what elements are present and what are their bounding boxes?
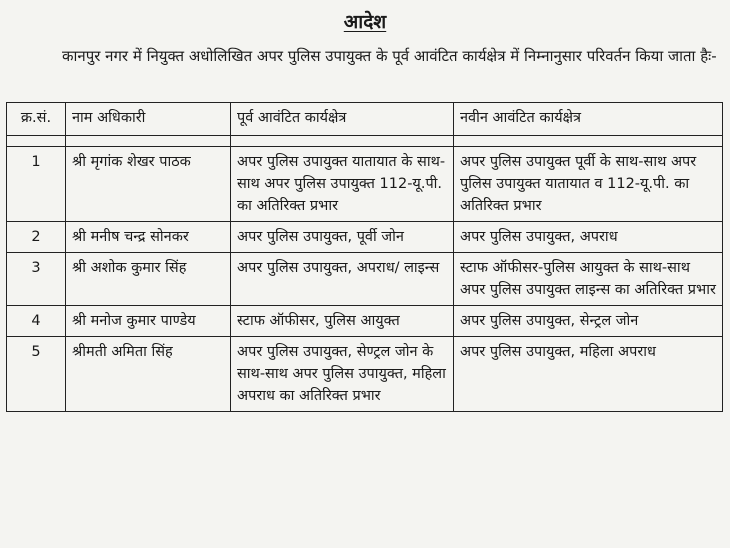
- header-serial: क्र.सं.: [7, 103, 66, 136]
- cell-serial: 2: [7, 222, 66, 253]
- cell-new-area: अपर पुलिस उपायुक्त, अपराध: [454, 222, 723, 253]
- gap-cell: [454, 136, 723, 147]
- cell-serial: 5: [7, 337, 66, 412]
- cell-serial: 1: [7, 147, 66, 222]
- header-previous-area: पूर्व आवंटित कार्यक्षेत्र: [231, 103, 454, 136]
- cell-officer-name: श्रीमती अमिता सिंह: [66, 337, 231, 412]
- gap-cell: [66, 136, 231, 147]
- title-text: आदेश: [343, 11, 387, 33]
- cell-officer-name: श्री अशोक कुमार सिंह: [66, 253, 231, 306]
- document-title: [0, 8, 730, 34]
- cell-officer-name: श्री मनोज कुमार पाण्डेय: [66, 306, 231, 337]
- cell-new-area: अपर पुलिस उपायुक्त, महिला अपराध: [454, 337, 723, 412]
- cell-officer-name: श्री मनीष चन्द्र सोनकर: [66, 222, 231, 253]
- cell-serial: 4: [7, 306, 66, 337]
- officer-assignment-table: [6, 102, 723, 412]
- table-row: [7, 222, 723, 253]
- cell-previous-area: अपर पुलिस उपायुक्त यातायात के साथ-साथ अपर पुलिस उपायुक्त 112-यू.पी. का अतिरिक्त प्रभार: [231, 147, 454, 222]
- cell-new-area: अपर पुलिस उपायुक्त पूर्वी के साथ-साथ अपर पुलिस उपायुक्त यातायात व 112-यू.पी. का अतिरिक्त प्रभार: [454, 147, 723, 222]
- cell-previous-area: अपर पुलिस उपायुक्त, अपराध/ लाइन्स: [231, 253, 454, 306]
- table-row: [7, 147, 723, 222]
- table-row: [7, 253, 723, 306]
- intro-paragraph: कानपुर नगर में नियुक्त अधोलिखित अपर पुलिस उपायुक्त के पूर्व आवंटित कार्यक्षेत्र में निम्नानुसार परिवर्तन किया जाता हैः-: [62, 47, 717, 65]
- table-row: [7, 306, 723, 337]
- gap-cell: [231, 136, 454, 147]
- cell-previous-area: अपर पुलिस उपायुक्त, सेण्ट्रल जोन के साथ-साथ अपर पुलिस उपायुक्त, महिला अपराध का अतिरिक्त प्रभार: [231, 337, 454, 412]
- gap-cell: [7, 136, 66, 147]
- header-new-area: नवीन आवंटित कार्यक्षेत्र: [454, 103, 723, 136]
- cell-previous-area: अपर पुलिस उपायुक्त, पूर्वी जोन: [231, 222, 454, 253]
- cell-officer-name: श्री मृगांक शेखर पाठक: [66, 147, 231, 222]
- cell-previous-area: स्टाफ ऑफीसर, पुलिस आयुक्त: [231, 306, 454, 337]
- table-row: [7, 337, 723, 412]
- cell-serial: 3: [7, 253, 66, 306]
- header-officer-name: नाम अधिकारी: [66, 103, 231, 136]
- table-header-row: [7, 103, 723, 136]
- header-gap-row: [7, 136, 723, 147]
- cell-new-area: स्टाफ ऑफीसर-पुलिस आयुक्त के साथ-साथ अपर पुलिस उपायुक्त लाइन्स का अतिरिक्त प्रभार: [454, 253, 723, 306]
- cell-new-area: अपर पुलिस उपायुक्त, सेन्ट्रल जोन: [454, 306, 723, 337]
